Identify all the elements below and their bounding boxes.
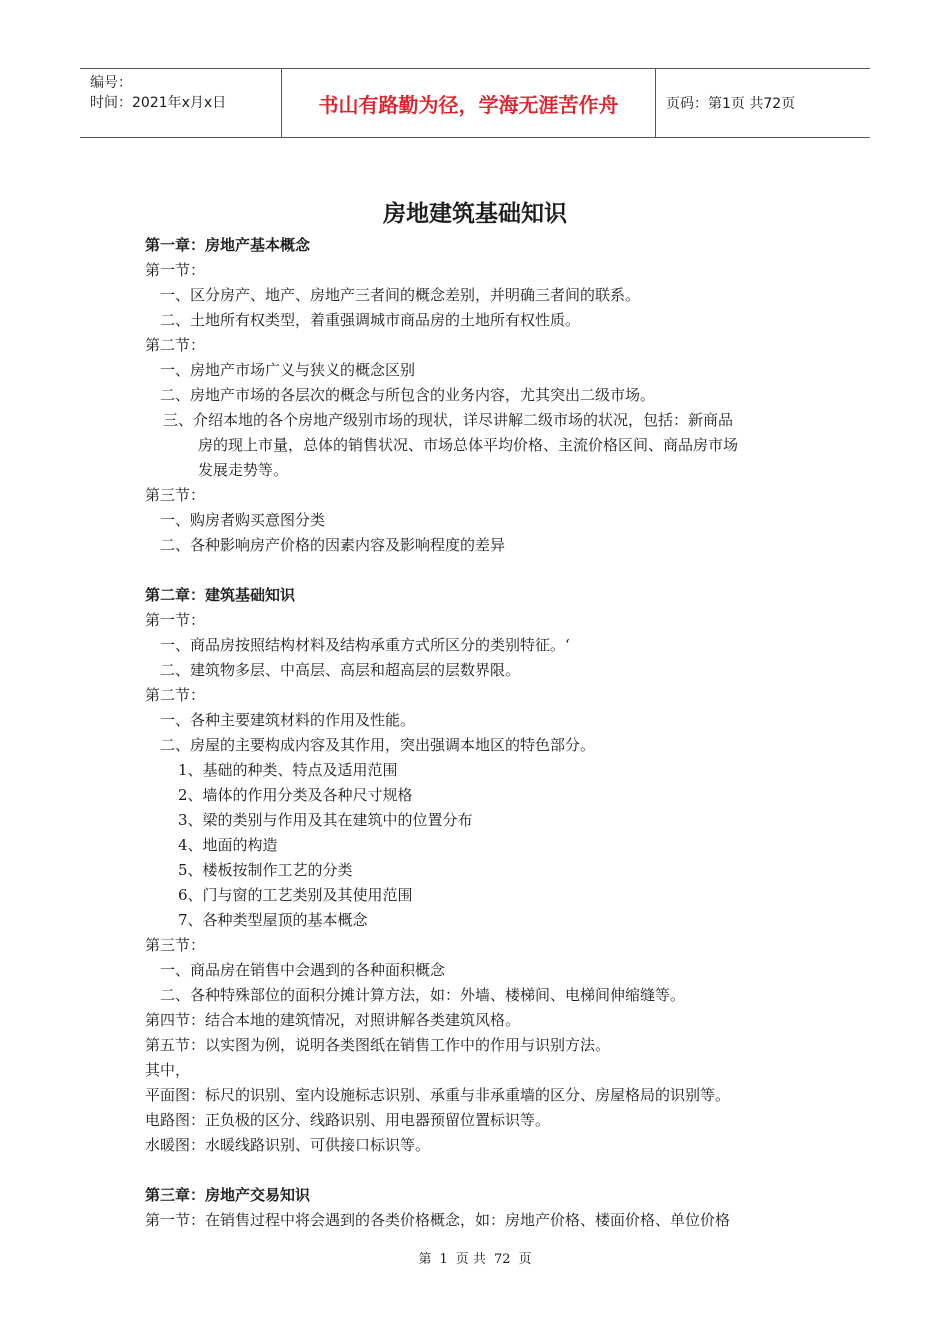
header-meta <box>80 69 282 137</box>
sub-list-item: 3、梁的类别与作用及其在建筑中的位置分布 <box>178 811 473 829</box>
page-header <box>80 68 870 138</box>
list-item: 一、房地产市场广义与狭义的概念区别 <box>160 361 416 379</box>
list-item: 二、房地产市场的各层次的概念与所包含的业务内容，尤其突出二级市场。 <box>160 386 656 404</box>
list-item: 二、各种影响房产价格的因素内容及影响程度的差异 <box>160 536 506 554</box>
sub-list-item: 5、楼板按制作工艺的分类 <box>178 861 353 879</box>
sub-list-item: 4、地面的构造 <box>178 836 278 854</box>
footer-page-number: 1 <box>439 1252 448 1267</box>
list-item: 一、商品房按照结构材料及结构承重方式所区分的类别特征。‘ <box>160 636 570 654</box>
sub-list-item: 6、门与窗的工艺类别及其使用范围 <box>178 886 413 904</box>
document-title: 房地建筑基础知识 <box>383 201 567 227</box>
list-item: 二、房屋的主要构成内容及其作用，突出强调本地区的特色部分。 <box>160 736 596 754</box>
list-item: 一、区分房产、地产、房地产三者间的概念差别，并明确三者间的联系。 <box>160 286 641 304</box>
paragraph-text: 平面图：标尺的识别、室内设施标志识别、承重与非承重墙的区分、房屋格局的识别等。 <box>145 1086 731 1104</box>
list-item-line: 发展走势等。 <box>198 461 289 479</box>
sub-list-item: 7、各种类型屋顶的基本概念 <box>178 911 368 929</box>
section-heading: 第一节： <box>145 261 206 279</box>
section-heading: 第二节： <box>145 686 206 704</box>
footer-suffix: 页 <box>518 1252 532 1267</box>
chapter-heading: 第一章：房地产基本概念 <box>145 236 311 254</box>
footer-prefix: 第 <box>418 1252 432 1267</box>
chapter-heading: 第三章：房地产交易知识 <box>145 1186 311 1204</box>
paragraph-text: 其中， <box>145 1061 191 1079</box>
paragraph-gap <box>145 1158 815 1183</box>
list-item: 一、各种主要建筑材料的作用及性能。 <box>160 711 416 729</box>
paragraph-text: 水暖图：水暖线路识别、可供接口标识等。 <box>145 1136 431 1154</box>
section-heading: 第三节： <box>145 486 206 504</box>
section-heading: 第三节： <box>145 936 206 954</box>
header-motto-cell <box>282 69 656 137</box>
time-label: 时间：2021年x月x日 <box>90 95 227 111</box>
paragraph-gap <box>145 558 815 583</box>
section-heading: 第一节： <box>145 611 206 629</box>
list-item: 二、各种特殊部位的面积分摊计算方法，如：外墙、楼梯间、电梯间伸缩缝等。 <box>160 986 686 1004</box>
code-label: 编号： <box>90 75 132 91</box>
list-item-multiline <box>145 408 815 483</box>
section-heading: 第四节：结合本地的建筑情况，对照讲解各类建筑风格。 <box>145 1011 521 1029</box>
list-item: 一、购房者购买意图分类 <box>160 511 326 529</box>
document-body <box>145 233 815 1233</box>
sub-list-item: 1、基础的种类、特点及适用范围 <box>178 761 398 779</box>
header-page-info: 页码：第1页 共72页 <box>666 96 796 112</box>
section-heading: 第二节： <box>145 336 206 354</box>
paragraph-text: 电路图：正负极的区分、线路识别、用电器预留位置标识等。 <box>145 1111 551 1129</box>
section-heading: 第五节：以实图为例，说明各类图纸在销售工作中的作用与识别方法。 <box>145 1036 611 1054</box>
footer-mid: 页 共 <box>455 1252 486 1267</box>
page-footer <box>0 1248 950 1267</box>
sub-list-item: 2、墙体的作用分类及各种尺寸规格 <box>178 786 413 804</box>
list-item: 二、土地所有权类型，着重强调城市商品房的土地所有权性质。 <box>160 311 581 329</box>
header-page-info-cell <box>656 69 870 137</box>
list-item-line: 房的现上市量，总体的销售状况、市场总体平均价格、主流价格区间、商品房市场 <box>198 436 739 454</box>
list-item-line: 三、介绍本地的各个房地产级别市场的现状，详尽讲解二级市场的状况，包括：新商品 <box>163 411 734 429</box>
footer-total-pages: 72 <box>493 1252 511 1267</box>
section-heading: 第一节：在销售过程中将会遇到的各类价格概念，如：房地产价格、楼面价格、单位价格 <box>145 1211 731 1229</box>
header-motto: 书山有路勤为径，学海无涯苦作舟 <box>318 92 619 117</box>
chapter-heading: 第二章：建筑基础知识 <box>145 586 296 604</box>
list-item: 二、建筑物多层、中高层、高层和超高层的层数界限。 <box>160 661 521 679</box>
list-item: 一、商品房在销售中会遇到的各种面积概念 <box>160 961 446 979</box>
